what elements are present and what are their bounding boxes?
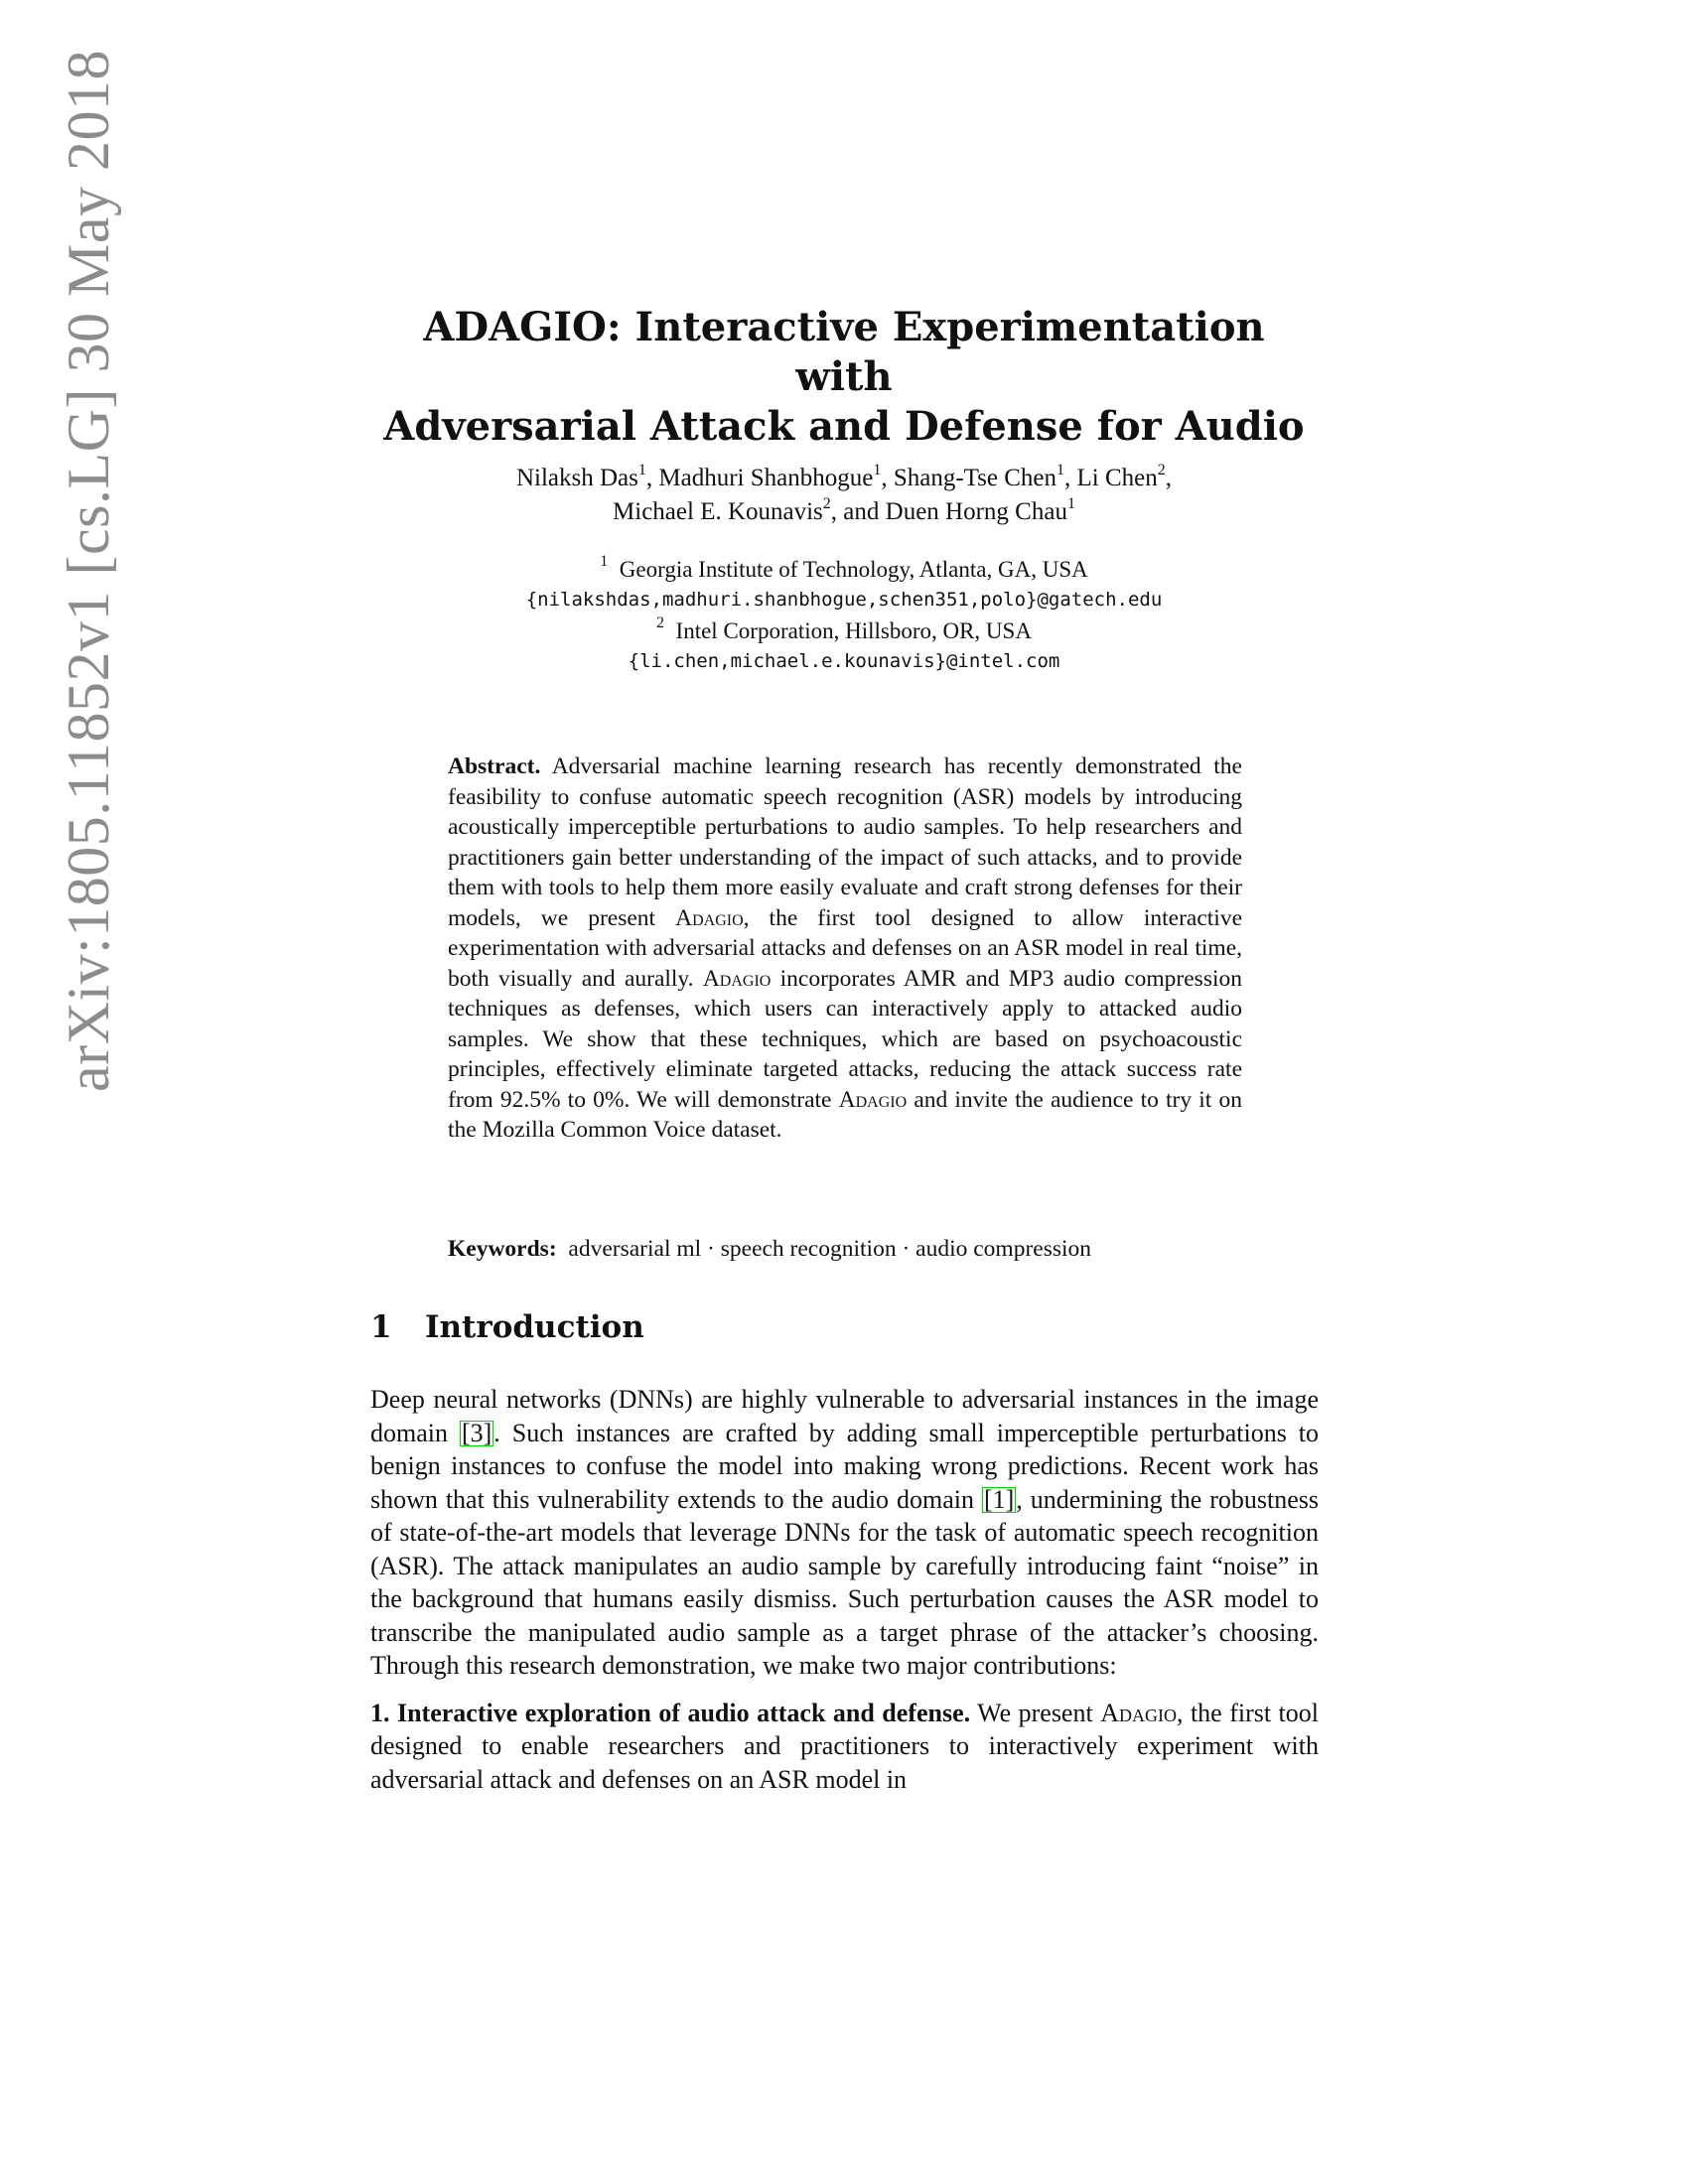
keywords — [448, 1234, 1242, 1264]
author-affil-mark: 2 — [822, 494, 831, 512]
affiliation-mark: 1 — [600, 553, 609, 571]
intro-paragraph-2 — [370, 1697, 1319, 1797]
tool-name: Adagio — [1100, 1698, 1177, 1727]
abstract-label: Abstract. — [448, 753, 541, 779]
arxiv-identifier-stamp: arXiv:1805.11852v1 [cs.LG] 30 May 2018 — [56, 50, 121, 1092]
paragraph-text: . Such instances are crafted by adding small imperceptible perturbations to benign instances to confuse the model into making wrong predictions. Recent work has shown that this vulnerability extends to the audio domain — [370, 1418, 1319, 1514]
authors-line-1: Nilaksh Das$^1$, Madhuri Shanbhogue$^1$, Shang-Tse Chen$^1$, Li Chen$^2$, — [515, 461, 1173, 491]
tool-name: Adagio — [702, 965, 772, 992]
author-name: Nilaksh Das — [515, 465, 638, 491]
affiliation-text: Intel Corporation, Hillsboro, OR, USA — [675, 618, 1032, 643]
tool-name: Adagio — [675, 904, 744, 931]
affiliation-2-email: {li.chen,michael.e.kounavis}@intel.com — [628, 650, 1060, 672]
affiliations — [377, 554, 1311, 677]
abstract-text: Adversarial machine learning research has recently demonstrated the feasibility to confuse automatic speech recognition (ASR) models by introducing acoustically imperceptible perturbations to audio samples. To help researchers and practitioners gain better understanding of the impact of such attacks, and to provide them with tools to help them more easily evaluate and craft strong defenses for their models, we present — [448, 753, 1242, 931]
section-heading-introduction — [370, 1309, 644, 1345]
contribution-heading: 1. Interactive exploration of audio attack and defense. — [370, 1698, 971, 1727]
author-affil-mark: 1 — [873, 461, 882, 478]
affiliation-text: Georgia Institute of Technology, Atlanta, GA, USA — [619, 557, 1088, 582]
paragraph-text: Deep neural networks (DNNs) are highly vulnerable to adversarial instances in the image domain — [370, 1385, 1319, 1447]
author-affil-mark: 1 — [1056, 461, 1065, 478]
author-name: Madhuri Shanbhogue — [658, 465, 874, 491]
author-name: Shang-Tse Chen — [893, 465, 1057, 491]
authors-line-2: Michael E. Kounavis$^2$, and Duen Horng Chau$^1$ — [613, 494, 1075, 525]
abstract-text: incorporates AMR and MP3 audio compression techniques as defenses, which users can interactively apply to attacked audio samples. We show that these techniques, which are based on psychoacoustic principles, effectively eliminate targeted attacks, reducing the attack success rate from 92.5% to 0%. We will demonstrate — [448, 965, 1243, 1113]
intro-paragraph-1 — [370, 1383, 1319, 1683]
keywords-text: adversarial ml · speech recognition · audio compression — [568, 1236, 1092, 1262]
tool-name: Adagio — [838, 1086, 908, 1113]
affiliation-1-email: {nilakshdas,madhuri.shanbhogue,schen351,polo}@gatech.edu — [525, 589, 1163, 611]
abstract-text: and invite the audience to try it on the Mozilla Common Voice dataset. — [448, 1086, 1242, 1143]
section-title: Introduction — [425, 1309, 644, 1345]
author-name: Li Chen — [1076, 465, 1158, 491]
title-line-2: Adversarial Attack and Defense for Audio — [383, 403, 1305, 450]
keywords-label: Keywords: — [448, 1236, 557, 1262]
affiliation-1 — [377, 554, 1311, 585]
author-affil-mark: 1 — [637, 461, 646, 478]
abstract — [448, 751, 1242, 1146]
author-affil-mark: 2 — [1157, 461, 1166, 478]
paragraph-text: , the first tool designed to enable researchers and practitioners to interactively experiment with adversarial attack and defenses on an ASR model in — [370, 1698, 1320, 1794]
affiliation-2 — [377, 615, 1311, 646]
author-name: Duen Horng Chau — [885, 498, 1067, 525]
introduction-body — [370, 1383, 1319, 1796]
paragraph-text: , undermining the robustness of state-of-the-art models that leverage DNNs for the task of automatic speech recognition (ASR). The attack manipulates an audio sample by carefully introducing faint “noise” in the background that humans easily dismiss. Such perturbation causes the ASR model to transcribe the manipulated audio sample as a target phrase of the attacker’s choosing. Through this research demonstration, we make two major contributions: — [370, 1484, 1319, 1680]
paper-title — [377, 303, 1311, 452]
paragraph-text: We present — [970, 1698, 1101, 1727]
author-list — [377, 462, 1311, 529]
author-name: Michael E. Kounavis — [613, 498, 823, 525]
citation-link-1[interactable]: [1] — [983, 1484, 1015, 1514]
title-line-1: ADAGIO: Interactive Experimentation with — [423, 304, 1265, 400]
section-number: 1 — [370, 1309, 392, 1345]
citation-link-3[interactable]: [3] — [461, 1418, 492, 1447]
author-affil-mark: 1 — [1066, 494, 1075, 512]
abstract-text: , the first tool designed to allow interactive experimentation with adversarial attacks and defenses on an ASR model in real time, both visually and aurally. — [448, 904, 1243, 992]
affiliation-mark: 2 — [656, 614, 665, 632]
